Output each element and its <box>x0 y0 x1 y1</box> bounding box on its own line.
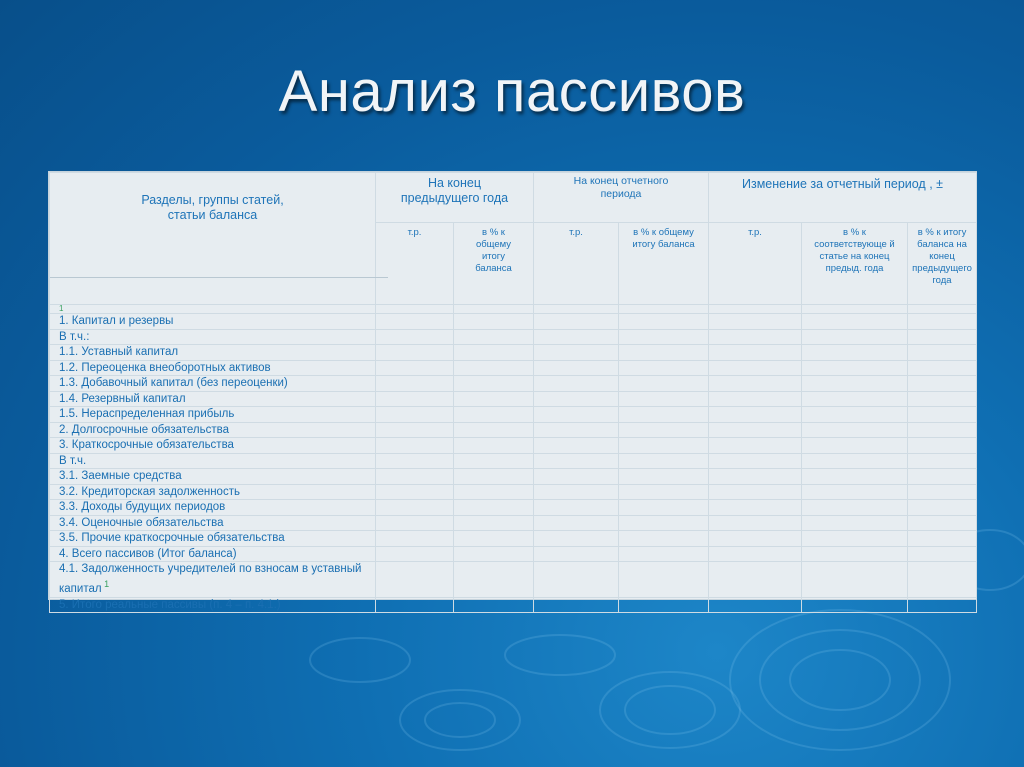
table-row <box>50 484 977 500</box>
table-cell <box>376 531 454 547</box>
table-cell <box>908 453 977 469</box>
header-report-end: На конец отчетного периода <box>534 173 709 223</box>
table-cell <box>619 546 709 562</box>
table-cell <box>376 546 454 562</box>
table-cell <box>908 484 977 500</box>
table-cell <box>619 391 709 407</box>
table-cell <box>908 407 977 423</box>
table-cell <box>376 597 454 613</box>
table-cell <box>802 515 908 531</box>
table-cell <box>709 360 802 376</box>
table-cell <box>802 329 908 345</box>
table-cell <box>908 391 977 407</box>
table-row <box>50 422 977 438</box>
row-label: 3.2. Кредиторская задолженность <box>50 484 376 500</box>
table-cell <box>534 562 619 598</box>
table-cell <box>802 453 908 469</box>
row-label: 1.5. Нераспределенная прибыль <box>50 407 376 423</box>
table-cell <box>908 531 977 547</box>
table-cell <box>619 329 709 345</box>
table-cell <box>802 314 908 330</box>
table-cell <box>454 360 534 376</box>
table-cell <box>709 515 802 531</box>
table-cell <box>802 345 908 361</box>
table-cell <box>619 438 709 454</box>
row-label: В т.ч. <box>50 453 376 469</box>
table-cell <box>376 562 454 598</box>
table-cell <box>709 329 802 345</box>
row-label: 3.4. Оценочные обязательства <box>50 515 376 531</box>
table-row <box>50 515 977 531</box>
table-cell <box>534 500 619 516</box>
table-cell <box>454 562 534 598</box>
row-label: 2. Долгосрочные обязательства <box>50 422 376 438</box>
table-cell <box>454 407 534 423</box>
table-cell <box>619 597 709 613</box>
table-cell <box>709 314 802 330</box>
table-row <box>50 407 977 423</box>
table-cell <box>454 515 534 531</box>
table-cell <box>802 438 908 454</box>
table-cell <box>908 597 977 613</box>
table-cell <box>908 422 977 438</box>
row-label: 5. Итого реальные пассивы (п. 4 – п. 4.1.) <box>50 597 376 613</box>
header-divider <box>50 277 388 278</box>
table-cell <box>534 422 619 438</box>
table-row <box>50 562 977 598</box>
table-cell <box>908 438 977 454</box>
table-cell <box>709 531 802 547</box>
table-body <box>50 314 977 613</box>
table-cell <box>619 500 709 516</box>
table-cell <box>619 376 709 392</box>
subheader-chg-pct-total: в % к итогу баланса на конец предыдущего года <box>908 223 977 305</box>
table-cell <box>908 515 977 531</box>
table-row <box>50 305 977 314</box>
table-cell <box>454 391 534 407</box>
row-label: В т.ч.: <box>50 329 376 345</box>
slide-title: Анализ пассивов <box>278 59 746 124</box>
table-cell <box>709 469 802 485</box>
header-sections: Разделы, группы статей, статьи баланса <box>50 173 376 305</box>
row-label: 4.1. Задолженность учредителей по взносам в уставный капитал $^1$ <box>50 562 376 598</box>
table-cell <box>454 314 534 330</box>
table-cell <box>376 438 454 454</box>
row-label: 1.1. Уставный капитал <box>50 345 376 361</box>
table-cell <box>709 546 802 562</box>
table-cell <box>454 422 534 438</box>
footnote-mark: 1 <box>101 579 110 589</box>
table-cell <box>534 407 619 423</box>
table-cell <box>802 484 908 500</box>
table-cell <box>376 360 454 376</box>
table-cell <box>376 453 454 469</box>
table-cell <box>619 562 709 598</box>
table-cell <box>802 360 908 376</box>
table-cell <box>619 360 709 376</box>
table-cell <box>454 453 534 469</box>
table-row <box>50 329 977 345</box>
subheader-rep-pct: в % к общему итогу баланса <box>619 223 709 305</box>
table-cell <box>534 484 619 500</box>
table-cell <box>534 515 619 531</box>
table-cell <box>534 597 619 613</box>
table-cell <box>802 391 908 407</box>
liabilities-table <box>48 171 977 611</box>
table-cell <box>709 422 802 438</box>
table-cell <box>802 546 908 562</box>
table-cell <box>619 469 709 485</box>
table-cell <box>802 531 908 547</box>
table-cell <box>534 469 619 485</box>
table-cell <box>619 515 709 531</box>
table-cell <box>376 345 454 361</box>
table-cell <box>619 453 709 469</box>
table-cell <box>802 407 908 423</box>
table-cell <box>534 360 619 376</box>
table-row <box>50 597 977 613</box>
table-cell <box>454 546 534 562</box>
table-cell <box>709 453 802 469</box>
row-label: 4. Всего пассивов (Итог баланса) <box>50 546 376 562</box>
table-cell <box>376 422 454 438</box>
table-cell <box>619 314 709 330</box>
table-cell <box>534 438 619 454</box>
table-cell <box>534 314 619 330</box>
table-cell <box>908 329 977 345</box>
table-cell <box>376 376 454 392</box>
table-row <box>50 500 977 516</box>
header-change: Изменение за отчетный период , ± <box>709 173 977 223</box>
table-cell <box>908 562 977 598</box>
table-cell <box>802 562 908 598</box>
table-row <box>50 438 977 454</box>
table-cell <box>376 484 454 500</box>
table-row <box>50 314 977 330</box>
table-cell <box>908 345 977 361</box>
table-cell <box>534 391 619 407</box>
table-cell <box>619 422 709 438</box>
table-cell <box>534 376 619 392</box>
table-cell <box>908 376 977 392</box>
table-cell <box>454 376 534 392</box>
table-cell <box>908 546 977 562</box>
table-cell <box>709 484 802 500</box>
row-label: 1.3. Добавочный капитал (без переоценки) <box>50 376 376 392</box>
table-cell <box>376 329 454 345</box>
subheader-rep-tr: т.р. <box>534 223 619 305</box>
row-label: 1.2. Переоценка внеоборотных активов <box>50 360 376 376</box>
table-cell <box>454 469 534 485</box>
table-cell <box>454 345 534 361</box>
row-label: 3.5. Прочие краткосрочные обязательства <box>50 531 376 547</box>
subheader-prev-tr: т.р. <box>376 223 454 305</box>
table-cell <box>908 469 977 485</box>
table-cell <box>376 469 454 485</box>
row-label: 3.3. Доходы будущих периодов <box>50 500 376 516</box>
footnote-mark: 1 <box>50 305 376 314</box>
table-cell <box>619 345 709 361</box>
table-cell <box>619 484 709 500</box>
table-cell <box>802 597 908 613</box>
table-cell <box>534 453 619 469</box>
table-cell <box>709 597 802 613</box>
table-cell <box>534 345 619 361</box>
table-cell <box>802 469 908 485</box>
table-cell <box>709 376 802 392</box>
table-row <box>50 345 977 361</box>
row-label: 1. Капитал и резервы <box>50 314 376 330</box>
table-row <box>50 391 977 407</box>
table-cell <box>709 438 802 454</box>
table-cell <box>709 407 802 423</box>
table-cell <box>802 500 908 516</box>
table-cell <box>709 562 802 598</box>
table-cell <box>454 329 534 345</box>
subheader-chg-pct-item: в % к соответствующе й статье на конец предыд. года <box>802 223 908 305</box>
table-cell <box>908 360 977 376</box>
table-cell <box>454 597 534 613</box>
table-cell <box>454 531 534 547</box>
table-cell <box>802 422 908 438</box>
table-cell <box>534 546 619 562</box>
table-cell <box>376 314 454 330</box>
table-cell <box>802 376 908 392</box>
row-label: 3. Краткосрочные обязательства <box>50 438 376 454</box>
table-row <box>50 453 977 469</box>
table-cell <box>376 407 454 423</box>
header-prev-year-end: На конец предыдущего года <box>376 173 534 223</box>
table-cell <box>454 484 534 500</box>
subheader-prev-pct: в % к общему итогу баланса <box>454 223 534 305</box>
table-row <box>50 531 977 547</box>
table-cell <box>376 515 454 531</box>
table-cell <box>908 500 977 516</box>
table-row <box>50 376 977 392</box>
table-cell <box>534 531 619 547</box>
table-cell <box>619 407 709 423</box>
table-row <box>50 546 977 562</box>
table-cell <box>376 391 454 407</box>
table-cell <box>454 438 534 454</box>
table-cell <box>709 391 802 407</box>
row-label: 3.1. Заемные средства <box>50 469 376 485</box>
subheader-chg-tr: т.р. <box>709 223 802 305</box>
table-cell <box>534 329 619 345</box>
table-cell <box>908 314 977 330</box>
table-cell <box>454 500 534 516</box>
row-label: 1.4. Резервный капитал <box>50 391 376 407</box>
table-cell <box>376 500 454 516</box>
table-cell <box>709 345 802 361</box>
table-row <box>50 360 977 376</box>
table-cell <box>619 531 709 547</box>
table-row <box>50 469 977 485</box>
table-cell <box>709 500 802 516</box>
